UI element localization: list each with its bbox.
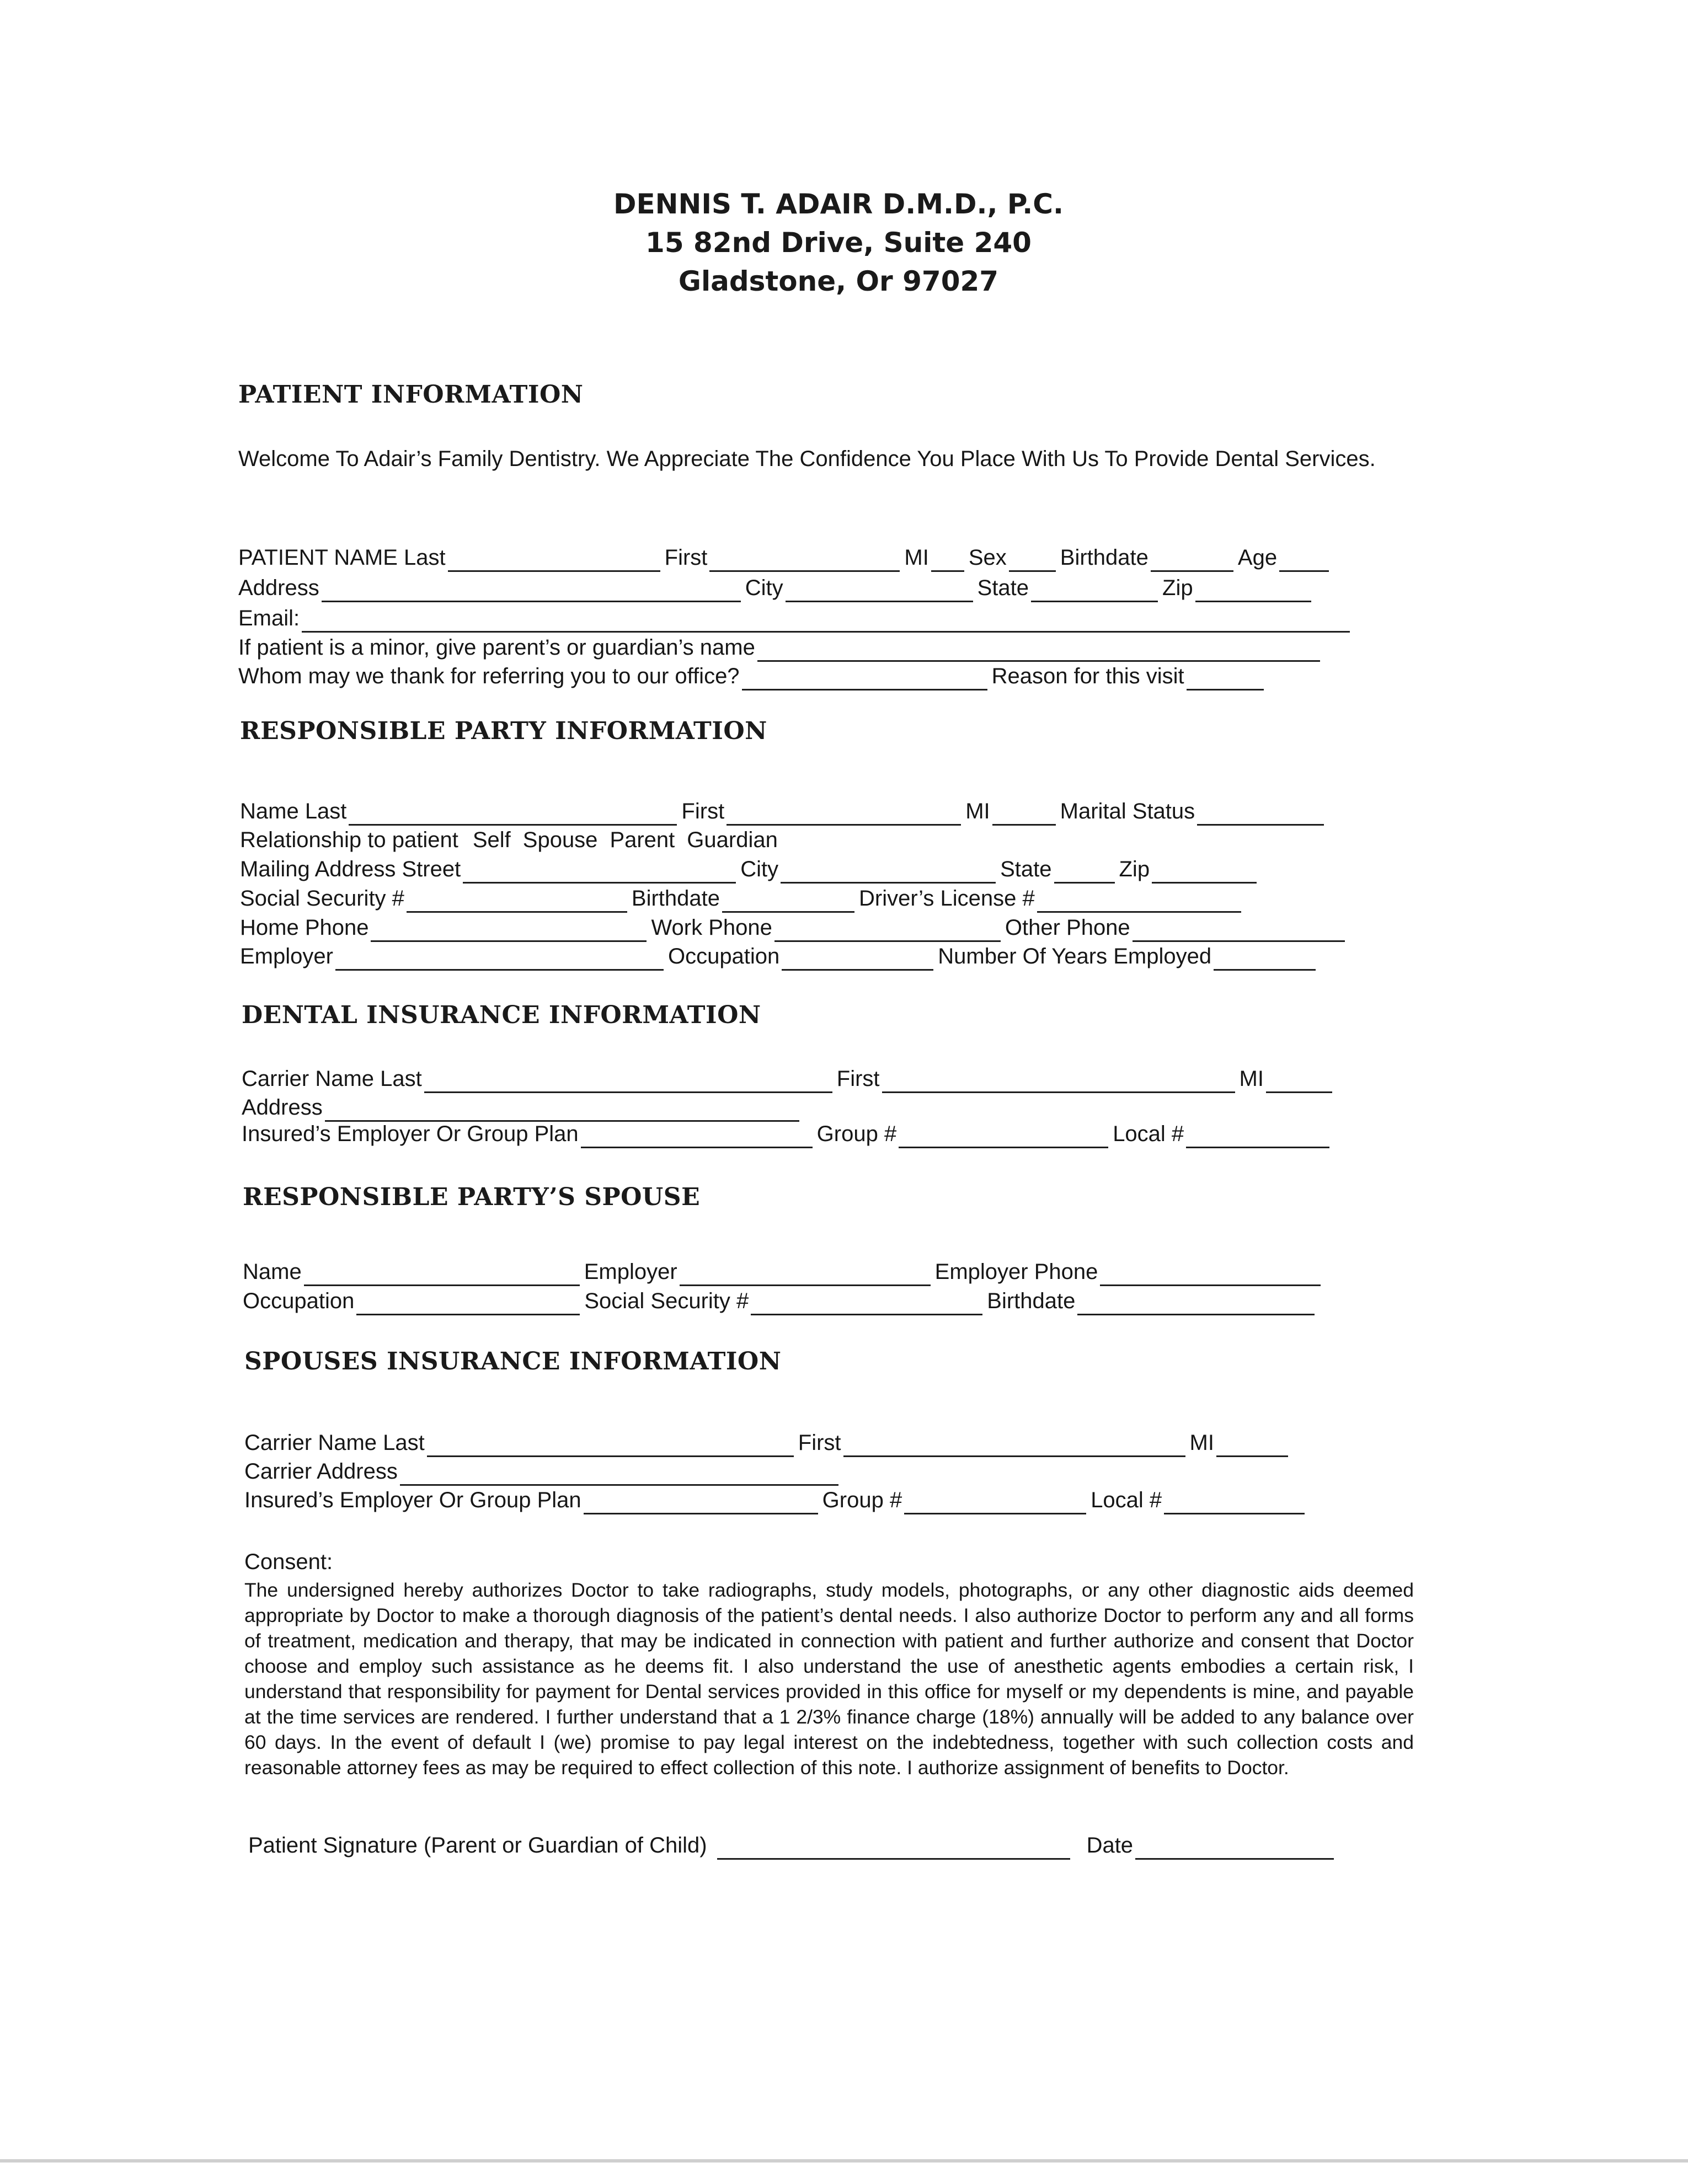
- patient-age-field[interactable]: [1279, 546, 1329, 572]
- dental-carrier-field[interactable]: [424, 1067, 832, 1093]
- consent-title: Consent:: [244, 1550, 333, 1574]
- relationship-option-guardian[interactable]: Guardian: [687, 828, 778, 852]
- guardian-label: If patient is a minor, give parent’s or guardian’s name: [238, 635, 755, 660]
- spouse-ssn-label: Social Security #: [584, 1289, 749, 1313]
- resp-ssn-row: [240, 884, 1246, 913]
- resp-mailing-row: [240, 855, 1261, 884]
- patient-email-label: Email:: [238, 606, 300, 630]
- patient-first-label: First: [664, 545, 708, 570]
- patient-last-field[interactable]: [448, 546, 660, 572]
- guardian-row: [238, 633, 1324, 662]
- spouse-birthdate-label: Birthdate: [987, 1289, 1076, 1313]
- spouse-ins-carrier-field[interactable]: [427, 1431, 794, 1457]
- resp-ssn-field[interactable]: [407, 887, 627, 913]
- resp-marital-label: Marital Status: [1060, 799, 1195, 823]
- spouse-ins-local-label: Local #: [1091, 1488, 1162, 1512]
- resp-other-phone-field[interactable]: [1133, 916, 1345, 942]
- signature-label: Patient Signature (Parent or Guardian of Child): [248, 1833, 707, 1858]
- resp-birthdate-label: Birthdate: [631, 886, 720, 911]
- spouse-ins-mi-field[interactable]: [1216, 1431, 1288, 1457]
- spouse-ins-carrier-row: [244, 1428, 1292, 1457]
- spouse-ins-carrier-label: Carrier Name Last: [244, 1431, 425, 1455]
- patient-age-label: Age: [1237, 545, 1278, 570]
- resp-first-field[interactable]: [727, 800, 961, 826]
- spouse-ins-local-field[interactable]: [1164, 1489, 1305, 1514]
- patient-info-title: PATIENT INFORMATION: [238, 381, 584, 409]
- dental-address-field[interactable]: [325, 1096, 799, 1122]
- patient-city-field[interactable]: [786, 576, 973, 602]
- spouse-ins-employer-field[interactable]: [584, 1489, 818, 1514]
- resp-occupation-field[interactable]: [782, 945, 933, 971]
- resp-mailing-label: Mailing Address Street: [240, 857, 461, 881]
- patient-mi-label: MI: [904, 545, 929, 570]
- spouse-ins-employer-label: Insured’s Employer Or Group Plan: [244, 1488, 581, 1512]
- resp-zip-label: Zip: [1119, 857, 1150, 881]
- resp-city-label: City: [740, 857, 779, 881]
- resp-work-phone-field[interactable]: [774, 916, 1001, 942]
- patient-sex-label: Sex: [968, 545, 1007, 570]
- date-label: Date: [1086, 1833, 1134, 1858]
- spouse-occupation-field[interactable]: [356, 1289, 580, 1315]
- practice-city: Gladstone, Or 97027: [678, 265, 999, 297]
- spouse-occupation-label: Occupation: [243, 1289, 355, 1313]
- patient-zip-field[interactable]: [1195, 576, 1311, 602]
- dental-carrier-label: Carrier Name Last: [242, 1067, 422, 1091]
- spouse-ins-employer-row: [244, 1486, 1309, 1514]
- referral-field[interactable]: [742, 665, 987, 690]
- patient-state-field[interactable]: [1031, 576, 1158, 602]
- patient-address-row: [238, 574, 1316, 602]
- resp-work-phone-label: Work Phone: [651, 916, 772, 940]
- patient-birthdate-field[interactable]: [1151, 546, 1233, 572]
- resp-employer-field[interactable]: [335, 945, 664, 971]
- spouse-ins-address-field[interactable]: [400, 1460, 838, 1486]
- resp-last-field[interactable]: [349, 800, 677, 826]
- resp-city-field[interactable]: [781, 858, 996, 884]
- dental-employer-row: [242, 1120, 1334, 1148]
- patient-address-field[interactable]: [322, 576, 741, 602]
- spouse-ins-title: SPOUSES INSURANCE INFORMATION: [244, 1347, 782, 1375]
- relationship-row: [240, 826, 778, 854]
- date-field[interactable]: [1135, 1834, 1334, 1860]
- spouse-ins-group-label: Group #: [822, 1488, 902, 1512]
- resp-zip-field[interactable]: [1152, 858, 1257, 884]
- resp-years-field[interactable]: [1214, 945, 1316, 971]
- responsible-title: RESPONSIBLE PARTY INFORMATION: [240, 717, 767, 745]
- patient-city-label: City: [745, 576, 783, 600]
- spouse-ssn-field[interactable]: [751, 1289, 982, 1315]
- spouse-ins-first-field[interactable]: [843, 1431, 1185, 1457]
- resp-phone-row: [240, 913, 1349, 942]
- dental-title: DENTAL INSURANCE INFORMATION: [242, 1001, 761, 1029]
- relationship-option-spouse[interactable]: Spouse: [522, 828, 598, 852]
- signature-field[interactable]: [717, 1834, 1070, 1860]
- dental-group-field[interactable]: [899, 1122, 1108, 1148]
- scan-edge-divider: [0, 2159, 1688, 2162]
- dental-local-label: Local #: [1113, 1122, 1184, 1146]
- dental-group-label: Group #: [816, 1122, 897, 1146]
- resp-home-phone-label: Home Phone: [240, 916, 369, 940]
- practice-name: DENNIS T. ADAIR D.M.D., P.C.: [613, 188, 1064, 220]
- resp-state-label: State: [1000, 857, 1052, 881]
- spouse-employer-phone-field[interactable]: [1100, 1260, 1321, 1286]
- spouse-ins-mi-label: MI: [1189, 1431, 1214, 1455]
- resp-name-row: [240, 797, 1328, 826]
- reason-field[interactable]: [1187, 665, 1264, 690]
- spouse-name-row: [243, 1257, 1325, 1286]
- guardian-field[interactable]: [757, 636, 1320, 662]
- dental-local-field[interactable]: [1186, 1122, 1329, 1148]
- welcome-text: Welcome To Adair’s Family Dentistry. We Appreciate The Confidence You Place With Us To Provide Dental Services.: [238, 447, 1376, 471]
- relationship-option-self[interactable]: Self: [472, 828, 511, 852]
- dental-carrier-row: [242, 1064, 1337, 1093]
- patient-mi-field[interactable]: [931, 546, 964, 572]
- patient-last-label: PATIENT NAME Last: [238, 545, 446, 570]
- dental-address-row: [242, 1093, 804, 1122]
- dental-first-field[interactable]: [882, 1067, 1235, 1093]
- spouse-title: RESPONSIBLE PARTY’S SPOUSE: [243, 1183, 701, 1211]
- resp-other-phone-label: Other Phone: [1005, 916, 1130, 940]
- spouse-occupation-row: [243, 1287, 1319, 1315]
- practice-header: [596, 185, 1081, 301]
- referral-label: Whom may we thank for referring you to our office?: [238, 664, 740, 688]
- patient-zip-label: Zip: [1162, 576, 1193, 600]
- spouse-ins-address-row: [244, 1457, 843, 1486]
- resp-license-label: Driver’s License #: [859, 886, 1035, 911]
- resp-last-label: Name Last: [240, 799, 347, 823]
- resp-marital-field[interactable]: [1197, 800, 1324, 826]
- dental-employer-field[interactable]: [581, 1122, 813, 1148]
- patient-birthdate-label: Birthdate: [1060, 545, 1149, 570]
- resp-mi-label: MI: [965, 799, 990, 823]
- patient-state-label: State: [977, 576, 1029, 600]
- resp-state-field[interactable]: [1054, 858, 1115, 884]
- signature-row: [248, 1831, 1338, 1860]
- dental-first-label: First: [836, 1067, 880, 1091]
- spouse-ins-first-label: First: [798, 1431, 841, 1455]
- practice-street: 15 82nd Drive, Suite 240: [645, 227, 1032, 259]
- patient-email-field[interactable]: [302, 607, 1350, 633]
- resp-mi-field[interactable]: [992, 800, 1056, 826]
- spouse-name-field[interactable]: [304, 1260, 580, 1286]
- resp-employer-label: Employer: [240, 944, 333, 968]
- reason-label: Reason for this visit: [991, 664, 1184, 688]
- dental-employer-label: Insured’s Employer Or Group Plan: [242, 1122, 579, 1146]
- resp-birthdate-field[interactable]: [722, 887, 854, 913]
- spouse-ins-group-field[interactable]: [904, 1489, 1086, 1514]
- resp-employer-row: [240, 942, 1320, 971]
- resp-occupation-label: Occupation: [667, 944, 780, 968]
- dental-mi-label: MI: [1239, 1067, 1264, 1091]
- spouse-employer-phone-label: Employer Phone: [934, 1260, 1098, 1284]
- patient-sex-field[interactable]: [1009, 546, 1056, 572]
- patient-name-row: [238, 543, 1333, 572]
- spouse-employer-field[interactable]: [680, 1260, 931, 1286]
- resp-first-label: First: [681, 799, 725, 823]
- patient-address-label: Address: [238, 576, 319, 600]
- relationship-option-parent[interactable]: Parent: [610, 828, 675, 852]
- resp-license-field[interactable]: [1037, 887, 1241, 913]
- consent-text: The undersigned hereby authorizes Doctor to take radiographs, study models, photographs, or any other diagnostic aids deemed appropriate by Doctor to make a thorough diagnosis of the patient’s dental needs. I also authorize Doctor to perform any and all forms of treatment, medication and therapy, that may be indicated in connection with patient and further authorize and consent that Doctor choose and employ such assistance as he deems fit. I also understand the use of anesthetic agents embodies a certain risk, I understand that responsibility for payment for Dental services provided in this office for myself or my dependents is mine, and payable at the time services are rendered. I further understand that a 1 2/3% finance charge (18%) annually will be added to any balance over 60 days. In the event of default I (we) promise to pay legal interest on the indebtedness, together with such collection costs and reasonable attorney fees as may be required to effect collection of this note. I authorize assignment of benefits to Doctor.: [244, 1579, 1414, 1779]
- relationship-label: Relationship to patient: [240, 828, 458, 852]
- spouse-ins-address-label: Carrier Address: [244, 1459, 398, 1484]
- dental-mi-field[interactable]: [1266, 1067, 1332, 1093]
- resp-ssn-label: Social Security #: [240, 886, 404, 911]
- dental-address-label: Address: [242, 1095, 323, 1120]
- patient-first-field[interactable]: [709, 546, 900, 572]
- resp-years-label: Number Of Years Employed: [938, 944, 1212, 968]
- spouse-birthdate-field[interactable]: [1077, 1289, 1315, 1315]
- resp-home-phone-field[interactable]: [371, 916, 647, 942]
- patient-email-row: [238, 604, 1354, 633]
- spouse-employer-label: Employer: [584, 1260, 677, 1284]
- referral-row: [238, 662, 1268, 690]
- resp-mailing-field[interactable]: [463, 858, 736, 884]
- spouse-name-label: Name: [243, 1260, 302, 1284]
